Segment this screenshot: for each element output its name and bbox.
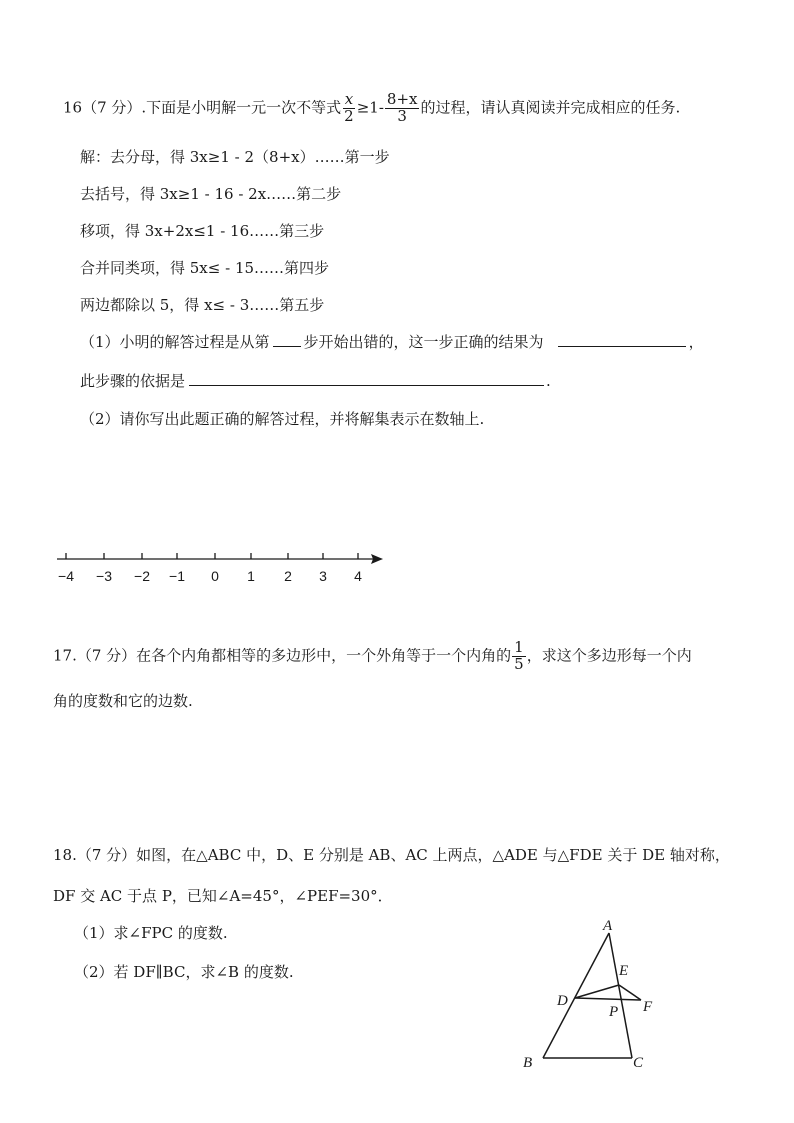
- q16-part1-text-c: ，: [688, 333, 704, 351]
- q16-step-3: 移项，得 3x+2x≤1 - 16……第三步: [80, 222, 325, 240]
- q16-step-4: 合并同类项，得 5x≤ - 15……第四步: [80, 259, 330, 277]
- q16-frac2-denominator: 3: [397, 106, 407, 125]
- q18-line2: DF 交 AC 于点 P，已知∠A=45°，∠PEF=30°．: [53, 887, 393, 905]
- q16-header: [63, 92, 680, 125]
- q16-step-5: 两边都除以 5，得 x≤ - 3……第五步: [80, 296, 325, 314]
- tick-label-4: 4: [354, 568, 362, 584]
- q16-frac1-denominator: 2: [344, 106, 354, 125]
- label-B: B: [523, 1055, 533, 1071]
- q18-part2: （2）若 DF∥BC，求∠B 的度数.: [74, 963, 294, 981]
- tick-label-neg3: −3: [96, 568, 112, 584]
- q16-answer-blank-step[interactable]: [273, 332, 301, 347]
- q16-answer-blank-result[interactable]: [558, 332, 686, 347]
- segment-DE: [575, 985, 619, 998]
- q16-part1-text-d: 此步骤的依据是: [80, 372, 186, 390]
- tick-label-neg1: −1: [169, 568, 185, 584]
- q16-header-prefix: 16（7 分）.下面是小明解一元一次不等式: [63, 98, 342, 117]
- q16-fraction-8x-over-3: [385, 92, 420, 125]
- tick-label-1: 1: [247, 568, 255, 584]
- label-E: E: [619, 963, 629, 979]
- segment-EF: [619, 985, 641, 1000]
- q16-part2: （2）请你写出此题正确的解答过程，并将解集表示在数轴上.: [80, 410, 485, 428]
- segment-AC: [609, 933, 632, 1058]
- label-A: A: [603, 918, 613, 934]
- tick-label-3: 3: [319, 568, 327, 584]
- q16-fraction-x-over-2: [342, 92, 356, 125]
- number-line: [55, 548, 390, 568]
- tick-label-2: 2: [284, 568, 292, 584]
- q17-text-b: ，求这个多边形每一个内: [526, 646, 692, 665]
- q16-step-2: 去括号，得 3x≥1 - 16 - 2x……第二步: [80, 185, 342, 203]
- q16-step-1: 解：去分母，得 3x≥1 - 2（8+x）……第一步: [80, 148, 390, 166]
- q18-line1: 18.（7 分）如图，在△ABC 中，D、E 分别是 AB、AC 上两点，△ADE 与△FDE 关于 DE 轴对称，: [53, 846, 730, 864]
- q16-part1-text-e: .: [546, 372, 551, 390]
- q17-text-a: 17.（7 分）在各个内角都相等的多边形中，一个外角等于一个内角的: [53, 646, 512, 665]
- segment-AB: [543, 933, 609, 1058]
- tick-label-neg4: −4: [58, 568, 74, 584]
- q16-part1-text-b: 步开始出错的，这一步正确的结果为: [303, 333, 544, 351]
- q16-part1-line1: [80, 331, 704, 352]
- q17-fraction-one-fifth: [512, 640, 526, 673]
- label-C: C: [633, 1055, 644, 1071]
- number-line-ticks: [66, 553, 358, 559]
- segment-DF: [575, 998, 641, 1000]
- q16-frac2-numerator: 8+x: [386, 90, 418, 108]
- q18-part1: （1）求∠FPC 的度数.: [74, 924, 228, 942]
- label-P: P: [609, 1004, 619, 1020]
- label-D: D: [557, 993, 568, 1009]
- q16-frac1-numerator: x: [344, 90, 354, 108]
- tick-label-neg2: −2: [134, 568, 150, 584]
- q16-header-suffix: 的过程，请认真阅读并完成相应的任务.: [420, 98, 681, 117]
- label-F: F: [643, 999, 653, 1015]
- q17-frac-numerator: 1: [514, 638, 524, 656]
- triangle-figure: [515, 915, 665, 1075]
- q16-part1-text-a: （1）小明的解答过程是从第: [80, 333, 270, 351]
- tick-label-0: 0: [211, 568, 219, 584]
- q17-line2: 角的度数和它的边数.: [53, 692, 193, 710]
- q17-line1: [53, 640, 692, 673]
- q16-answer-blank-basis[interactable]: [189, 371, 544, 386]
- q16-geq-one: ≥1-: [356, 98, 384, 117]
- q16-part1-line2: [80, 370, 551, 391]
- q17-frac-denominator: 5: [514, 654, 524, 673]
